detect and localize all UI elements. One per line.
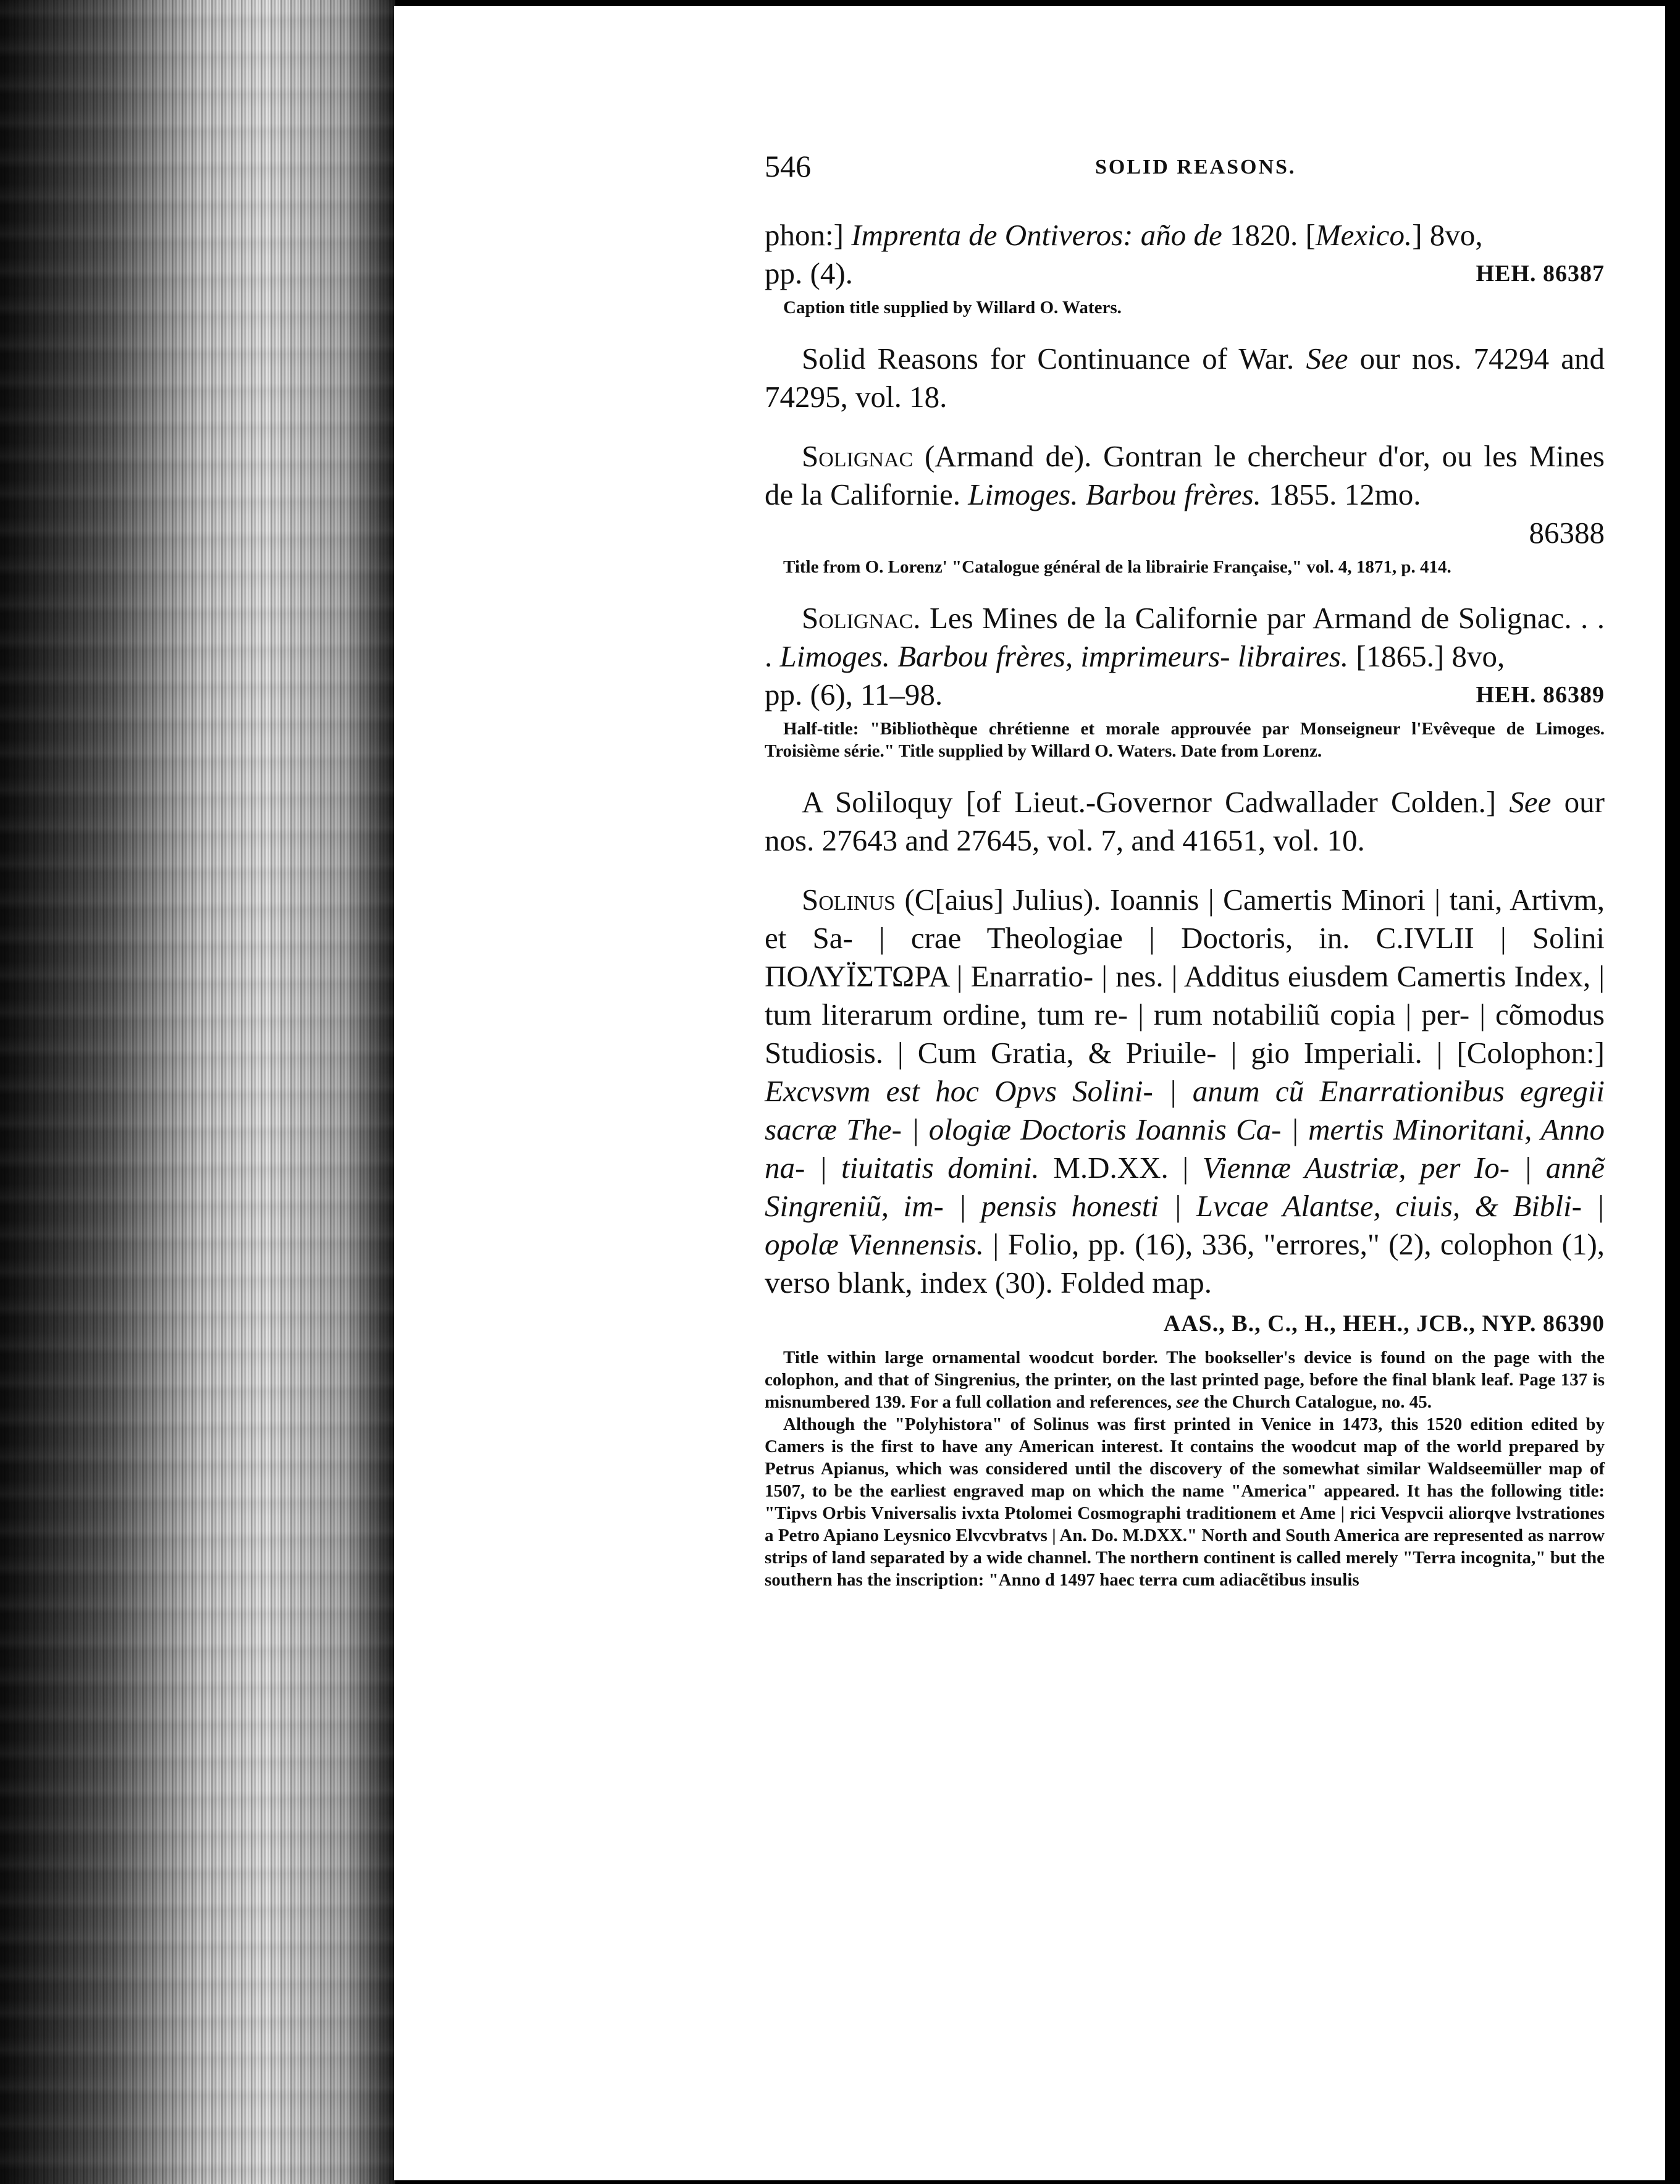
author-name: Solignac: [802, 439, 914, 473]
entry-number: 86388: [1529, 516, 1605, 550]
location-number: HEH. 86389: [1476, 682, 1605, 708]
entry-continued: [765, 216, 1605, 319]
entry-line2: pp. (6), 11–98. HEH. 86389: [765, 676, 1605, 714]
entry-note: Caption title supplied by Willard O. Waters.: [783, 298, 1122, 317]
page-header: [765, 148, 1605, 216]
book-page-edges: [0, 0, 395, 2184]
page-number: 546: [765, 149, 811, 183]
entry-text: Solignac. Les Mines de la Californie par Armand de Solignac. . . . Limoges. Barbou frères, imprimeurs- libraires. [1865.] 8vo,: [765, 601, 1605, 673]
text-block: [765, 148, 1605, 1591]
running-head: SOLID REASONS.: [1095, 156, 1296, 178]
entry-soliloquy: A Soliloquy [of Lieut.-Governor Cadwallader Colden.] See our nos. 27643 and 27645, vol. 7, and 41651, vol. 10.: [765, 785, 1605, 857]
entry-text: Solinus (C[aius] Julius). Ioannis | Camertis Minori | tani, Artivm, et Sa- | crae Theologiae | Doctoris, in. C.IVLII | Solini ΠΟΛΥΪΣΤΩΡΑ | Enarratio- | nes. | Additus eiusdem Camertis Index, | tum literarum ordine, tum re- | rum notabiliũ copia | per- | cõmodus Studiosis. | Cum Gratia, & Priuile- | gio Imperiali. | [Colophon:] Excvsvm est hoc Opvs Solini- | anum cũ Enarrationibus egregii sacræ The- | ologiæ Doctoris Ioannis Ca- | mertis Minoritani, Anno na- | tiuitatis domini. M.D.XX. | Viennæ Austriæ, per Io- | annẽ Singreniũ, im- | pensis honesti | Lvcae Alantse, ciuis, & Bibli- | opolæ Viennensis. | Folio, pp. (16), 336, "errores," (2), colophon (1), verso blank, index (30). Folded map.: [765, 883, 1605, 1300]
entry-note-1: Title within large ornamental woodcut border. The bookseller's device is found on the page with the colophon, and that of Singrenius, the printer, on the last printed page, before the final blank leaf. Page 137 is misnumbered 139. For a full collation and references, see the Church Catalogue, no. 45.: [765, 1348, 1605, 1412]
entry-line2: pp. (4). HEH. 86387: [765, 254, 1605, 293]
author-name: Solignac.: [802, 601, 921, 635]
author-name: Solinus: [802, 883, 896, 917]
entry-note: Title from O. Lorenz' "Catalogue général de la librairie Française," vol. 4, 1871, p. 414.: [783, 557, 1451, 577]
entry-solignac-1: [765, 437, 1605, 578]
entry-solignac-2: [765, 599, 1605, 762]
entry-text: Solignac (Armand de). Gontran le chercheur d'or, ou les Mines de la Californie. Limoges. Barbou frères. 1855. 12mo.: [765, 439, 1605, 511]
entry-note: Half-title: "Bibliothèque chrétienne et morale approuvée par Monseigneur l'Evêveque de Limoges. Troisième série." Title supplied by Willard O. Waters. Date from Lorenz.: [765, 719, 1605, 761]
location-number: HEH. 86387: [1476, 261, 1605, 287]
entry-solinus: [765, 881, 1605, 1591]
book-page: [394, 6, 1665, 2180]
entry-note-2: Although the "Polyhistora" of Solinus was first printed in Venice in 1473, this 1520 edition edited by Camers is the first to have any American interest. It contains the woodcut map of the world prepared by Petrus Apianus, which was considered until the discovery of the somewhat similar Waldseemüller map of 1507, to be the earliest engraved map on which the name "America" appeared. It has the following title: "Tipvs Orbis Vniversalis ivxta Ptolomei Cosmographi traditionem et Ame | rici Vespvcii aliorqve lvstrationes a Petro Apiano Leysnico Elvcvbratvs | An. Do. M.DXX." North and South America are represented as narrow strips of land separated by a wide channel. The northern continent is called merely "Terra incognita," but the southern has the inscription: "Anno d 1497 haec terra cum adiacẽtibus insulis: [765, 1414, 1605, 1590]
location-numbers: AAS., B., C., H., HEH., JCB., NYP. 86390: [1163, 1311, 1605, 1337]
entry-text: phon:] Imprenta de Ontiveros: año de 1820. [Mexico.] 8vo,: [765, 218, 1483, 252]
entry-solid-reasons: Solid Reasons for Continuance of War. See our nos. 74294 and 74295, vol. 18.: [765, 342, 1605, 414]
